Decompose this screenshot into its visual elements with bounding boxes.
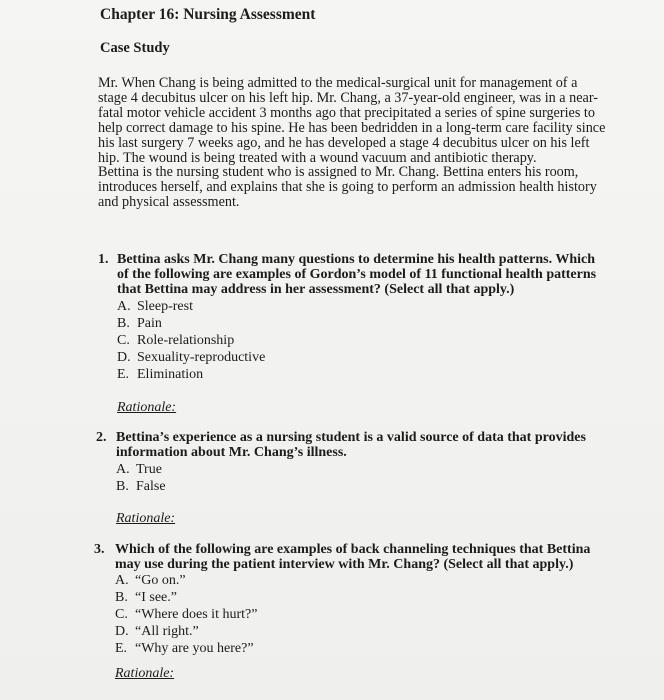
question-1-number: 1. [98, 252, 109, 267]
question-3-option-a: A. “Go on.” [115, 573, 186, 588]
question-3-option-e: E. “Why are you here?” [115, 641, 254, 656]
question-line: Which of the following are examples of back channeling techniques that Bettina [115, 542, 591, 557]
question-2-option-a: A. True [116, 462, 162, 477]
question-2-option-b: B. False [116, 479, 166, 494]
question-1-option-a: A. Sleep-rest [117, 299, 193, 314]
question-1-rationale-label: Rationale: [117, 400, 177, 415]
question-3-rationale-label: Rationale: [115, 666, 175, 681]
paragraph-line: fatal motor vehicle accident 3 months ago that precipitated a series of spine surgeries to [98, 104, 595, 121]
question-line: information about Mr. Chang’s illness. [116, 445, 347, 460]
question-3-option-d: D. “All right.” [115, 624, 199, 639]
case-study-paragraph [98, 76, 638, 210]
question-line: Bettina asks Mr. Chang many questions to determine his health patterns. Which [117, 252, 595, 267]
question-2-number: 2. [96, 430, 107, 445]
question-3-number: 3. [94, 542, 105, 557]
paragraph-line: help correct damage to his spine. He has been bedridden in a long-term care facility since [98, 119, 606, 136]
paragraph-line: his last surgery 7 weeks ago, and he has developed a stage 4 decubitus ulcer on his left [98, 134, 590, 151]
question-1-option-b: B. Pain [117, 316, 162, 331]
chapter-title: Chapter 16: Nursing Assessment [100, 6, 316, 23]
question-3-text [115, 542, 590, 572]
paragraph-line: Mr. When Chang is being admitted to the medical-surgical unit for management of a [98, 75, 578, 91]
paragraph-line: hip. The wound is being treated with a wound vacuum and antibiotic therapy. [98, 149, 537, 166]
question-1-option-e: E. Elimination [117, 367, 204, 382]
question-2-text [116, 430, 586, 460]
question-2-rationale-label: Rationale: [116, 511, 176, 526]
question-line: that Bettina may address in her assessment? (Select all that apply.) [117, 282, 515, 297]
question-line: may use during the patient interview with Mr. Chang? (Select all that apply.) [115, 557, 574, 572]
paragraph-line: stage 4 decubitus ulcer on his left hip. Mr. Chang, a 37-year-old engineer, was in a near- [98, 89, 598, 106]
paragraph-line: introduces herself, and explains that she is going to perform an admission health history [98, 179, 597, 196]
question-1-text [117, 252, 596, 297]
question-1-option-c: C. Role-relationship [117, 333, 235, 348]
question-line: Bettina’s experience as a nursing student is a valid source of data that provides [116, 430, 586, 445]
paragraph-line: Bettina is the nursing student who is assigned to Mr. Chang. Bettina enters his room, [98, 164, 579, 181]
paragraph-line: and physical assessment. [98, 194, 240, 211]
question-3-option-c: C. “Where does it hurt?” [115, 607, 258, 622]
question-3-option-b: B. “I see.” [115, 590, 177, 605]
question-1-option-d: D. Sexuality-reproductive [117, 350, 266, 365]
section-title: Case Study [100, 40, 170, 56]
question-line: of the following are examples of Gordon’s model of 11 functional health patterns [117, 267, 597, 282]
